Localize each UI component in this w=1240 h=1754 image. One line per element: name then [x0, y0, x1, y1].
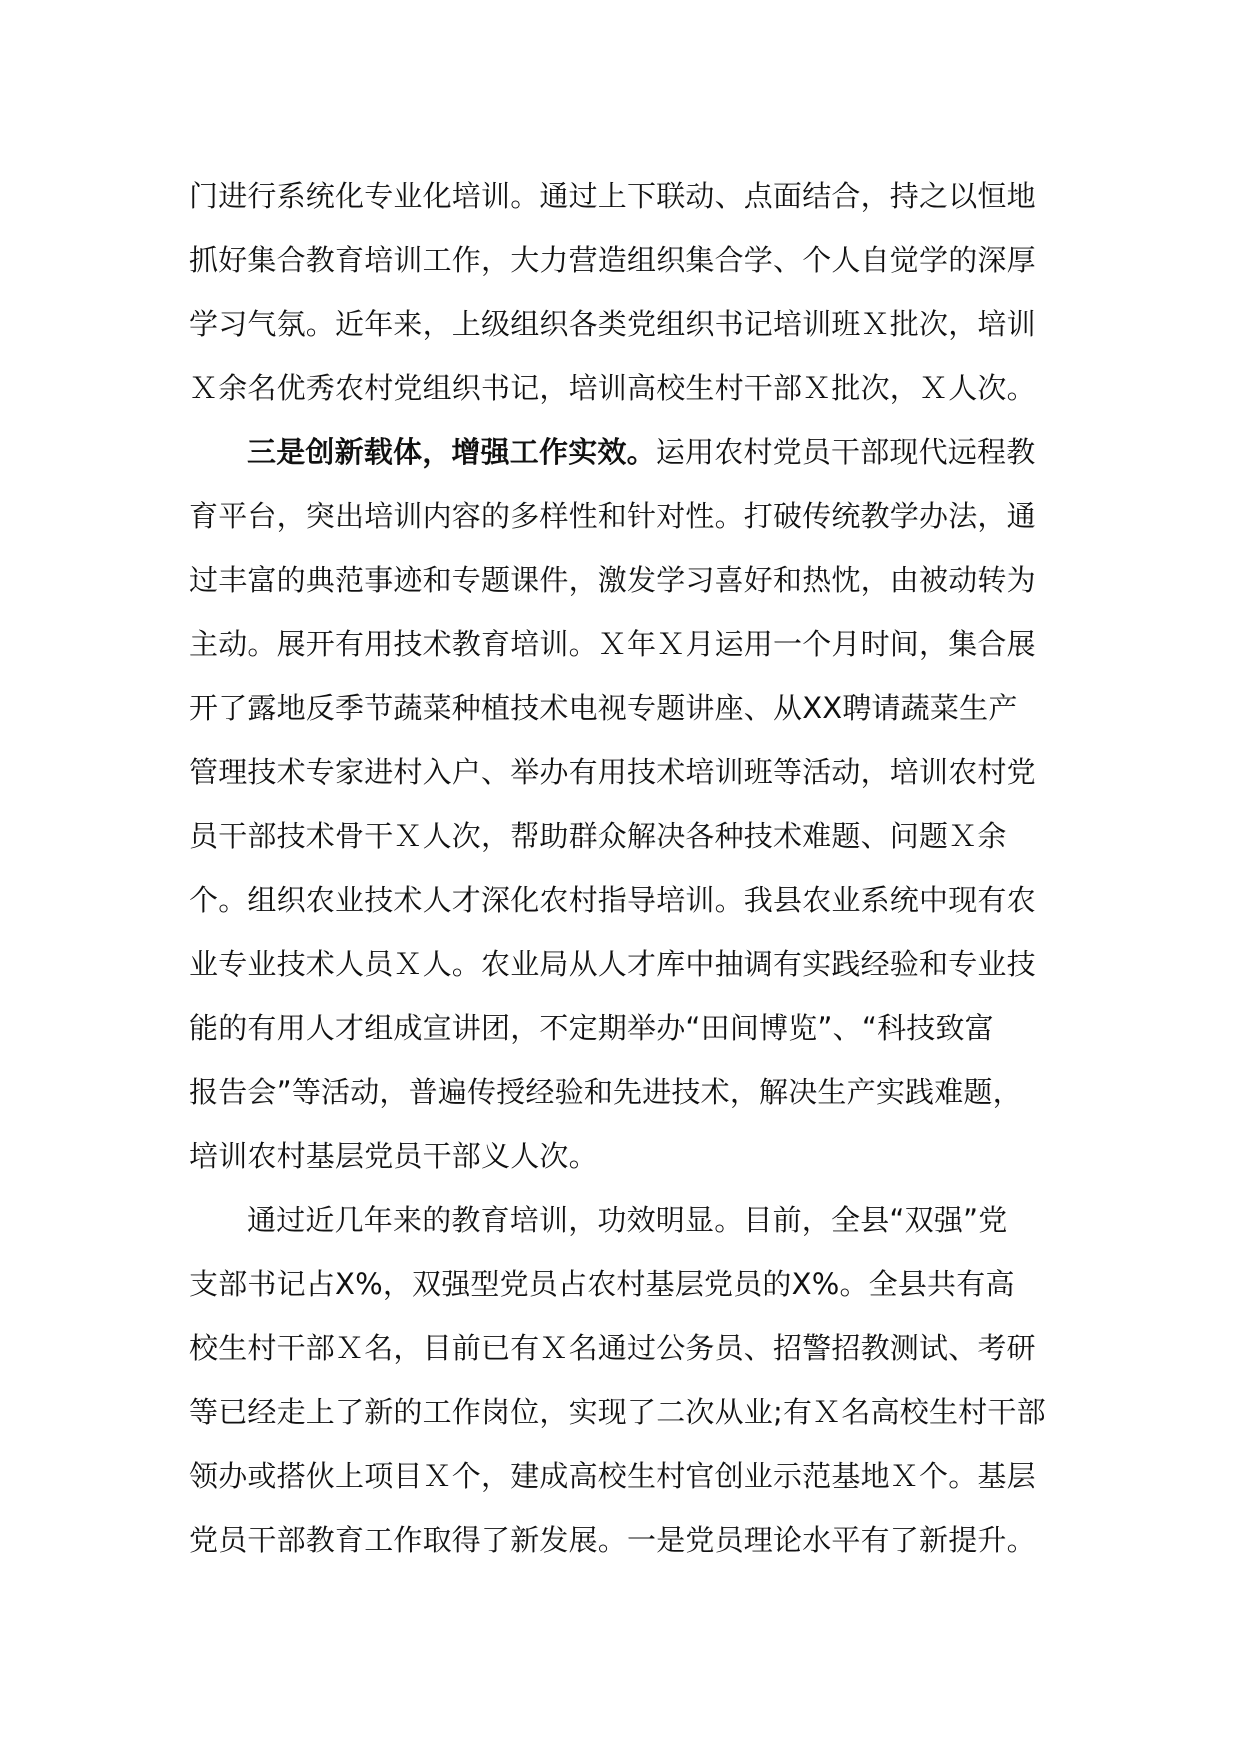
paragraph-line: 党员干部教育工作取得了新发展。一是党员理论水平有了新提升。	[189, 1523, 1036, 1557]
paragraph-line: 领办或搭伙上项目Ｘ个，建成高校生村官创业示范基地Ｘ个。基层	[189, 1459, 1036, 1493]
paragraph-line: 通过近几年来的教育培训，功效明显。目前，全县“双强”党	[247, 1203, 1008, 1237]
section-heading: 三是创新载体，增强工作实效。	[247, 435, 656, 469]
paragraph-line: 支部书记占X%，双强型党员占农村基层党员的X%。全县共有高	[189, 1267, 1015, 1301]
paragraph-line: 开了露地反季节蔬菜种植技术电视专题讲座、从XX聘请蔬菜生产	[189, 691, 1018, 725]
paragraph-line: 员干部技术骨干Ｘ人次，帮助群众解决各种技术难题、问题Ｘ余	[189, 819, 1007, 853]
paragraph-line: 等已经走上了新的工作岗位，实现了二次从业;有Ｘ名高校生村干部	[189, 1395, 1046, 1429]
paragraph-line: 学习气氛。近年来，上级组织各类党组织书记培训班Ｘ批次，培训	[189, 307, 1036, 341]
paragraph-line: 管理技术专家进村入户、举办有用技术培训班等活动，培训农村党	[189, 755, 1036, 789]
paragraph-line: 主动。展开有用技术教育培训。Ｘ年Ｘ月运用一个月时间，集合展	[189, 627, 1036, 661]
paragraph-text: 运用农村党员干部现代远程教	[655, 435, 1036, 469]
paragraph-line: 校生村干部Ｘ名，目前已有Ｘ名通过公务员、招警招教测试、考研	[189, 1331, 1036, 1365]
paragraph-line: 报告会”等活动，普遍传授经验和先进技术，解决生产实践难题，	[189, 1075, 1022, 1109]
paragraph-line: 个。组织农业技术人才深化农村指导培训。我县农业系统中现有农	[189, 883, 1036, 917]
paragraph-line: 育平台，突出培训内容的多样性和针对性。打破传统教学办法，通	[189, 499, 1036, 533]
paragraph-line: 业专业技术人员Ｘ人。农业局从人才库中抽调有实践经验和专业技	[189, 947, 1036, 981]
body-text	[189, 164, 1069, 1572]
paragraph-line: Ｘ余名优秀农村党组织书记，培训高校生村干部Ｘ批次，Ｘ人次。	[189, 371, 1036, 405]
paragraph-line: 培训农村基层党员干部义人次。	[189, 1139, 598, 1173]
paragraph-line: 过丰富的典范事迹和专题课件，激发学习喜好和热忱，由被动转为	[189, 563, 1036, 597]
paragraph-line: 能的有用人才组成宣讲团，不定期举办“田间博览”、“科技致富	[189, 1011, 994, 1045]
paragraph-line: 门进行系统化专业化培训。通过上下联动、点面结合，持之以恒地	[189, 179, 1036, 213]
paragraph-line: 抓好集合教育培训工作，大力营造组织集合学、个人自觉学的深厚	[189, 243, 1036, 277]
paragraph-lead-line	[189, 420, 1069, 484]
